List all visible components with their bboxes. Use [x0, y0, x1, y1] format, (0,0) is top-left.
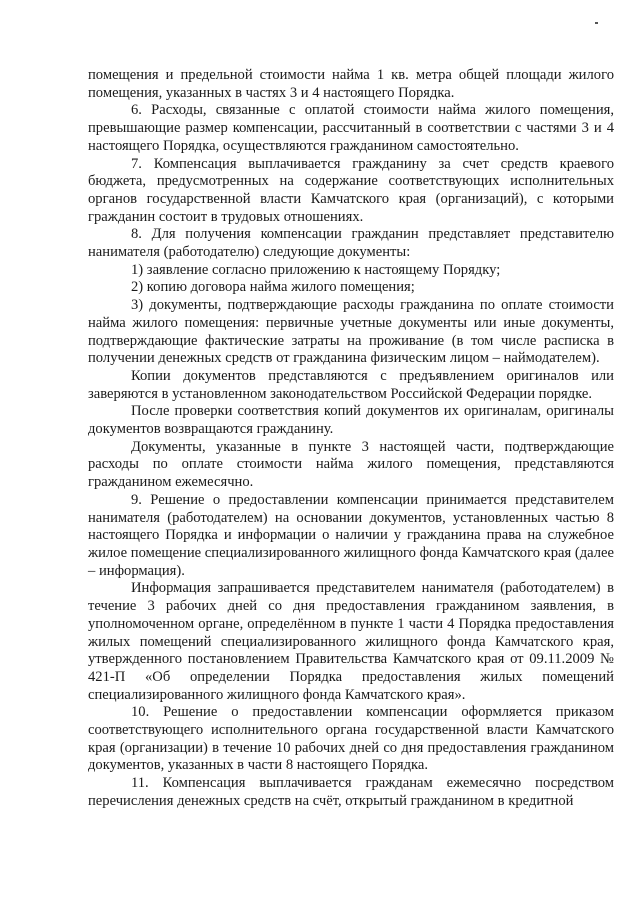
paragraph-continuation: помещения и предельной стоимости найма 1 кв. метра общей площади жилого помещения, указанных в частях 3 и 4 настоящего Порядка. [88, 67, 614, 101]
list-item-2: 2) копию договора найма жилого помещения; [131, 279, 415, 296]
paragraph-item-10: 10. Решение о предоставлении компенсации оформляется приказом соответствующего исполнительного органа государственной власти Камчатского края (организации) в течение 10 рабочих дней со дня предоставления гражданином документов, указанных в части 8 настоящего Порядка. [88, 704, 614, 774]
paragraph-item-6: 6. Расходы, связанные с оплатой стоимости найма жилого помещения, превышающие размер компенсации, рассчитанный в соответствии с частями 3 и 4 настоящего Порядка, осуществляются гражданином самостоятельно. [88, 102, 614, 154]
paragraph-originals: После проверки соответствия копий документов их оригиналам, оригиналы документов возвращаются гражданину. [88, 403, 614, 438]
paragraph-item-9: 9. Решение о предоставлении компенсации принимается представителем нанимателя (работодателем) на основании документов, установленных частью 8 настоящего Порядка и информации о наличии у гражданина права на служебное жилое помещение специализированного жилищного фонда Камчатского края (далее – информация). [88, 491, 614, 579]
list-item-3: 3) документы, подтверждающие расходы гражданина по оплате стоимости найма жилого помещения: первичные учетные документы или иные документы, подтверждающие фактические затраты на проживание (в том числе расписка в получении денежных средств от гражданина физическим лицом – наймодателем). [88, 297, 614, 367]
list-item-1: 1) заявление согласно приложению к настоящему Порядку; [131, 261, 501, 278]
scan-mark [595, 22, 598, 24]
document-page [88, 67, 614, 811]
paragraph-copies: Копии документов представляются с предъявлением оригиналов или заверяются в установленном законодательством Российской Федерации порядке. [88, 367, 614, 402]
paragraph-item-8: 8. Для получения компенсации гражданин представляет представителю нанимателя (работодателю) следующие документы: [88, 226, 614, 261]
paragraph-information: Информация запрашивается представителем нанимателя (работодателем) в течение 3 рабочих дней со дня предоставления гражданином заявления, в уполномоченном органе, определённом в пункте 1 части 4 Порядка предоставления жилых помещений специализированного жилищного фонда Камчатского края, утвержденного постановлением Правительства Камчатского края от 09.11.2009 № 421-П «Об определении Порядка предоставления жилых помещений специализированного жилищного фонда Камчатского края». [88, 580, 614, 703]
paragraph-monthly-docs: Документы, указанные в пункте 3 настоящей части, подтверждающие расходы по оплате стоимости найма жилого помещения, представляются гражданином ежемесячно. [88, 438, 614, 491]
paragraph-item-7: 7. Компенсация выплачивается гражданину за счет средств краевого бюджета, предусмотренных на содержание соответствующих исполнительных органов государственной власти Камчатского края (организаций), с которыми гражданин состоит в трудовых отношениях. [88, 155, 614, 225]
paragraph-item-11: 11. Компенсация выплачивается гражданам ежемесячно посредством перечисления денежных средств на счёт, открытый гражданином в кредитной [88, 775, 614, 809]
